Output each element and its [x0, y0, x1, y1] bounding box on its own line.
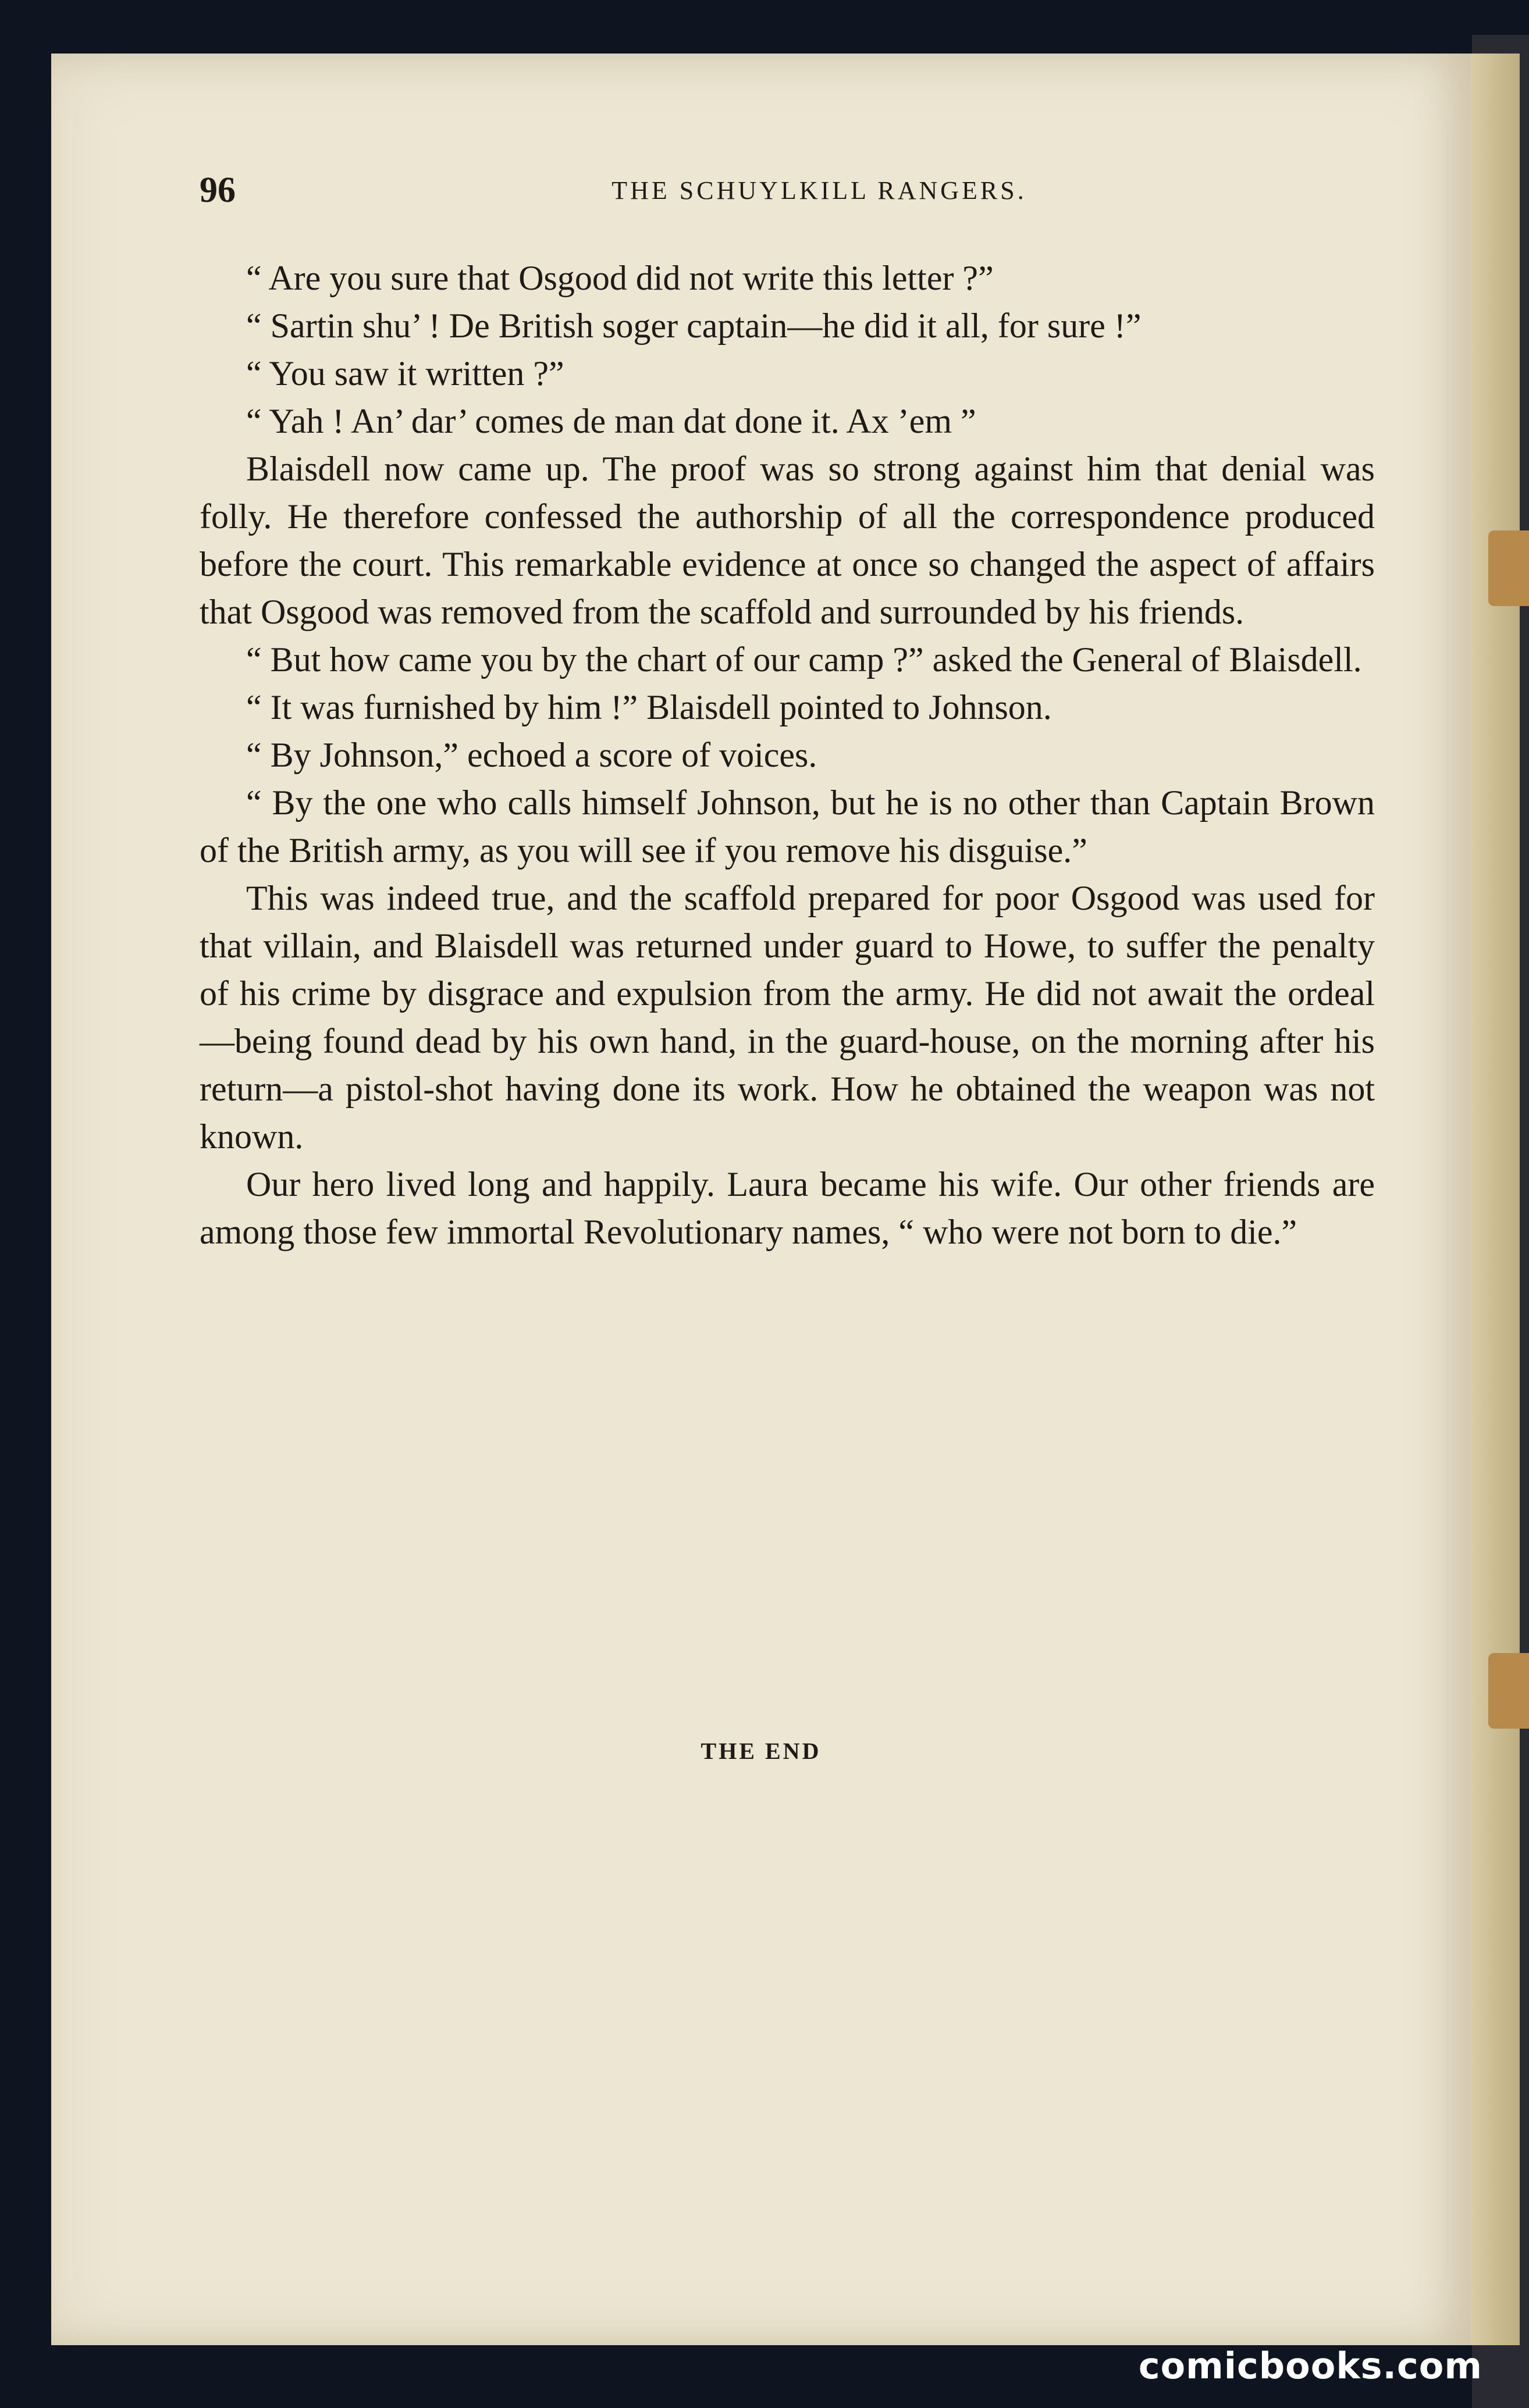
paragraph: “ By Johnson,” echoed a score of voices.: [246, 736, 817, 774]
paragraph: “ You saw it written ?”: [246, 354, 564, 393]
paragraph: This was indeed true, and the scaffold prepared for poor Osgood was used for that villain, and Blaisdell was returned under guard to Howe, to suffer the penalty of his crime by disgrace and expulsion from the army. He did not await the ordeal—being found dead by his own hand, in the guard-house, on the morning after his return—a pistol-shot having done its work. How he obtained the weapon was not known.: [200, 879, 1375, 1156]
paragraph: “ It was furnished by him !” Blaisdell pointed to Johnson.: [246, 688, 1052, 726]
page-header: [200, 170, 1439, 222]
page-gutter: [1471, 54, 1520, 2345]
binding-tab-upper: [1488, 530, 1529, 606]
running-head: THE SCHUYLKILL RANGERS.: [611, 176, 1027, 205]
paragraph: “ Yah ! An’ dar’ comes de man dat done it. Ax ’em ”: [246, 402, 976, 440]
paragraph: “ Are you sure that Osgood did not write this letter ?”: [246, 259, 994, 297]
paragraph: “ Sartin shu’ ! De British soger captain—he did it all, for sure !”: [246, 307, 1142, 345]
page-number: 96: [200, 170, 236, 210]
paragraph: Our hero lived long and happily. Laura became his wife. Our other friends are among those few immortal Revolutionary names, “ who were not born to die.”: [200, 1165, 1375, 1251]
binding-tab-lower: [1488, 1653, 1529, 1729]
body-text: [200, 254, 1375, 1256]
paragraph: Blaisdell now came up. The proof was so strong against him that denial was folly. He therefore confessed the authorship of all the correspondence produced before the court. This remarkable evidence at once so changed the aspect of affairs that Osgood was removed from the scaffold and surrounded by his friends.: [200, 450, 1375, 631]
paragraph: “ By the one who calls himself Johnson, but he is no other than Captain Brown of the British army, as you will see if you remove his disguise.”: [200, 783, 1375, 870]
watermark: comicbooks.com: [1138, 2345, 1482, 2387]
book-page: [51, 54, 1471, 2345]
end-mark: THE END: [701, 1738, 822, 1764]
paragraph: “ But how came you by the chart of our camp ?” asked the General of Blaisdell.: [246, 640, 1362, 679]
